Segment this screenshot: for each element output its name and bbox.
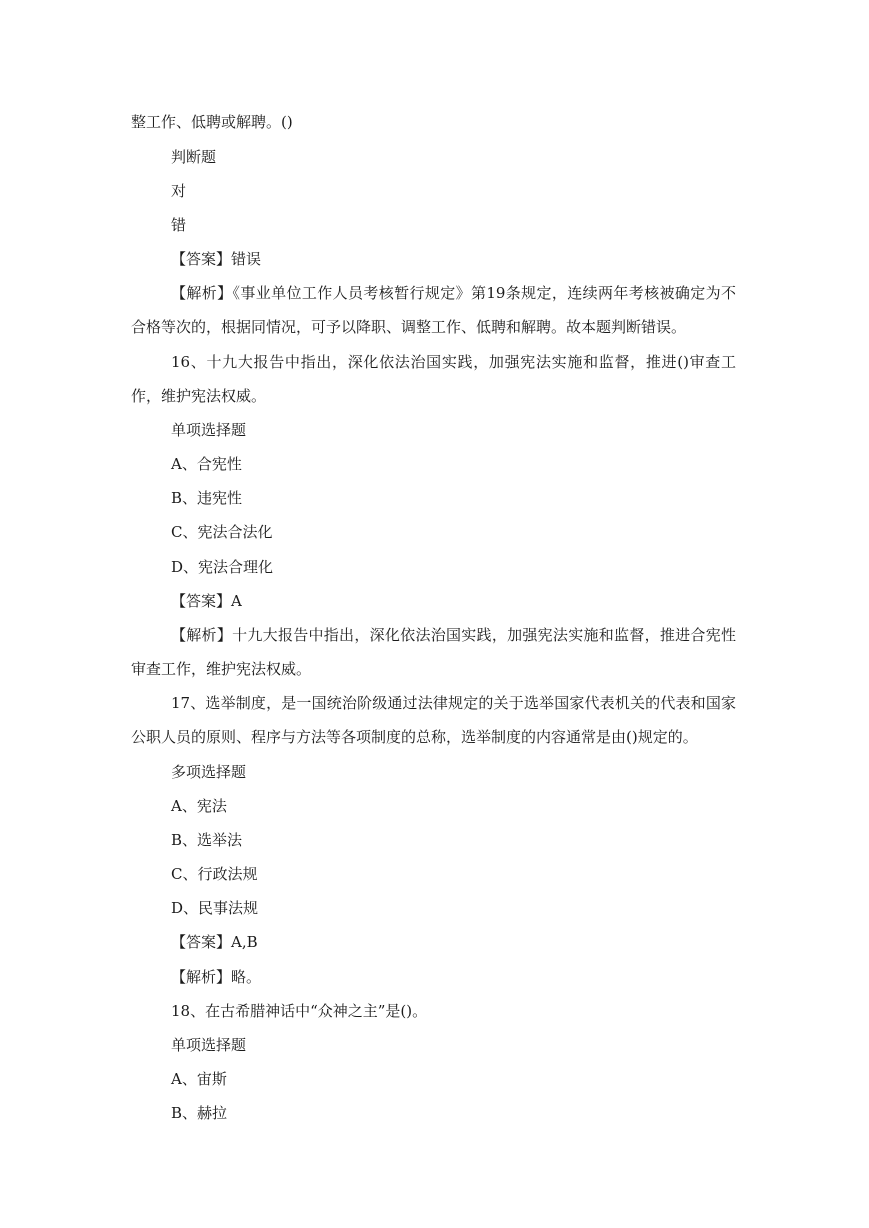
question-15-option-false: 错 xyxy=(171,216,187,234)
question-18-option-b: B、赫拉 xyxy=(171,1104,228,1122)
question-15-type: 判断题 xyxy=(171,148,217,166)
question-17-option-d: D、民事法规 xyxy=(171,899,259,917)
question-16-stem-line-2: 作，维护宪法权威。 xyxy=(131,387,267,405)
question-17-option-b: B、选举法 xyxy=(171,831,243,849)
question-16-stem-line-1: 16、十九大报告中指出，深化依法治国实践，加强宪法实施和监督，推进()审查工 xyxy=(171,353,736,371)
question-17-stem-line-1: 17、选举制度，是一国统治阶级通过法律规定的关于选举国家代表机关的代表和国家 xyxy=(171,694,736,712)
question-15-explanation-line-2: 合格等次的，根据同情况，可予以降职、调整工作、低聘和解聘。故本题判断错误。 xyxy=(131,318,687,336)
question-16-option-b: B、违宪性 xyxy=(171,489,243,507)
question-17-explanation: 【解析】略。 xyxy=(171,968,262,986)
question-16-answer: 【答案】A xyxy=(171,592,242,610)
question-15-answer: 【答案】错误 xyxy=(171,250,262,268)
question-16-option-c: C、宪法合法化 xyxy=(171,523,273,541)
question-17-option-a: A、宪法 xyxy=(171,797,227,815)
question-16-option-a: A、合宪性 xyxy=(171,455,242,473)
question-18-option-a: A、宙斯 xyxy=(171,1070,227,1088)
question-15-stem-tail: 整工作、低聘或解聘。() xyxy=(131,113,293,131)
question-15-explanation-line-1: 【解析】《事业单位工作人员考核暂行规定》第19条规定，连续两年考核被确定为不 xyxy=(171,284,736,302)
question-16-explanation-line-1: 【解析】十九大报告中指出，深化依法治国实践，加强宪法实施和监督，推进合宪性 xyxy=(171,626,736,644)
question-17-option-c: C、行政法规 xyxy=(171,865,258,883)
question-18-type: 单项选择题 xyxy=(171,1036,247,1054)
question-17-stem-line-2: 公职人员的原则、程序与方法等各项制度的总称，选举制度的内容通常是由()规定的。 xyxy=(131,728,698,746)
question-15-option-true: 对 xyxy=(171,182,187,200)
question-16-type: 单项选择题 xyxy=(171,421,247,439)
question-17-type: 多项选择题 xyxy=(171,763,247,781)
question-16-explanation-line-2: 审查工作，维护宪法权威。 xyxy=(131,660,312,678)
question-17-answer: 【答案】A,B xyxy=(171,933,258,951)
question-18-stem: 18、在古希腊神话中“众神之主”是()。 xyxy=(171,1002,428,1020)
question-16-option-d: D、宪法合理化 xyxy=(171,558,274,576)
